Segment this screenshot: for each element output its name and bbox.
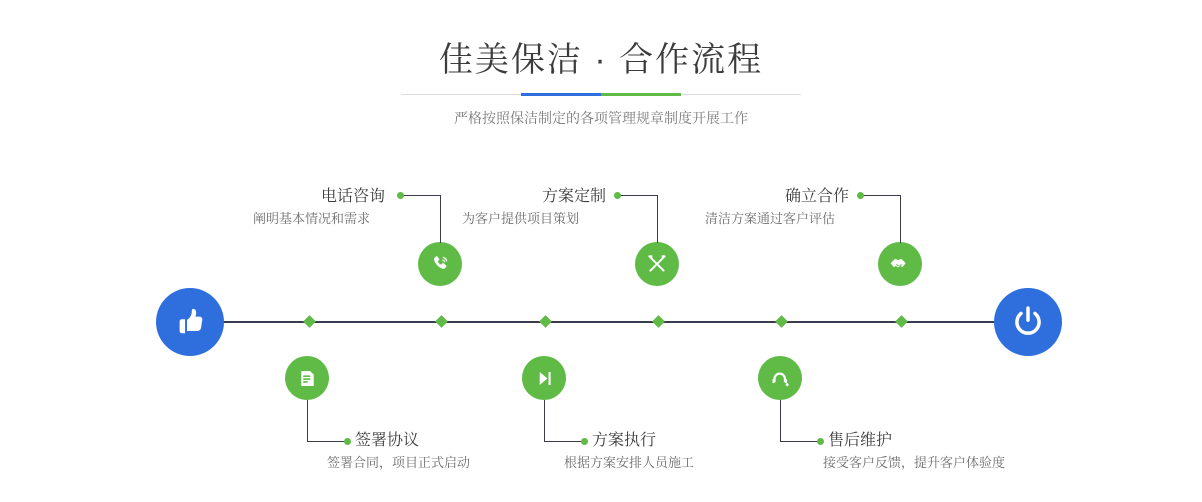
step-title-2: 签署协议 bbox=[355, 432, 420, 449]
step-connector-dot-5 bbox=[857, 192, 864, 199]
timeline-start-badge bbox=[156, 288, 224, 356]
title-divider-accent-green bbox=[601, 93, 681, 96]
title-divider-accent-blue bbox=[521, 93, 601, 96]
step-connector-2-arm bbox=[307, 441, 347, 442]
axis-marker bbox=[652, 315, 665, 328]
step-connector-6 bbox=[780, 400, 781, 442]
step-connector-1-arm bbox=[400, 195, 441, 196]
step-label-5 bbox=[705, 186, 849, 230]
step-connector-3-arm bbox=[617, 195, 658, 196]
step-label-3 bbox=[462, 186, 606, 230]
step-connector-6-arm bbox=[780, 441, 820, 442]
step-title-5: 确立合作 bbox=[785, 188, 850, 205]
timeline-end-badge bbox=[994, 288, 1062, 356]
tools-icon bbox=[645, 252, 669, 276]
play-forward-icon bbox=[533, 367, 556, 390]
step-connector-4-arm bbox=[544, 441, 584, 442]
step-node-6[interactable] bbox=[758, 356, 802, 400]
axis-marker bbox=[539, 315, 552, 328]
page-title: 佳美保洁 · 合作流程 bbox=[438, 41, 764, 79]
step-label-1 bbox=[253, 186, 385, 230]
step-title-1: 电话咨询 bbox=[321, 188, 386, 205]
page-subtitle: 严格按照保洁制定的各项管理规章制度开展工作 bbox=[454, 110, 748, 126]
step-connector-5-arm bbox=[860, 195, 901, 196]
step-desc-2: 签署合同，项目正式启动 bbox=[327, 455, 471, 470]
step-desc-4: 根据方案安排人员施工 bbox=[564, 455, 695, 470]
step-title-3: 方案定制 bbox=[542, 188, 607, 205]
handshake-icon bbox=[888, 252, 912, 276]
step-connector-5 bbox=[900, 195, 901, 243]
step-node-4[interactable] bbox=[522, 356, 566, 400]
step-desc-1: 阐明基本情况和需求 bbox=[253, 211, 371, 226]
power-icon bbox=[1009, 303, 1047, 341]
step-desc-6: 接受客户反馈，提升客户体验度 bbox=[823, 455, 1006, 470]
axis-marker bbox=[435, 315, 448, 328]
step-connector-4 bbox=[544, 400, 545, 442]
step-node-1[interactable] bbox=[418, 242, 462, 286]
step-connector-2 bbox=[307, 400, 308, 442]
step-node-2[interactable] bbox=[285, 356, 329, 400]
step-desc-5: 清洁方案通过客户评估 bbox=[705, 211, 836, 226]
thumbs-up-icon bbox=[172, 304, 208, 340]
step-node-3[interactable] bbox=[635, 242, 679, 286]
step-connector-dot-2 bbox=[344, 438, 351, 445]
step-connector-3 bbox=[657, 195, 658, 243]
step-connector-1 bbox=[440, 195, 441, 243]
step-connector-dot-1 bbox=[397, 192, 404, 199]
axis-marker bbox=[303, 315, 316, 328]
step-node-5[interactable] bbox=[878, 242, 922, 286]
step-connector-dot-4 bbox=[581, 438, 588, 445]
axis-marker bbox=[775, 315, 788, 328]
step-label-4 bbox=[564, 430, 695, 474]
step-title-6: 售后维护 bbox=[828, 432, 893, 449]
step-connector-dot-3 bbox=[614, 192, 621, 199]
step-label-6 bbox=[823, 430, 1006, 474]
phone-call-icon bbox=[428, 252, 452, 276]
axis-marker bbox=[895, 315, 908, 328]
step-title-4: 方案执行 bbox=[592, 432, 657, 449]
document-edit-icon bbox=[296, 367, 319, 390]
step-desc-3: 为客户提供项目策划 bbox=[462, 211, 580, 226]
step-connector-dot-6 bbox=[817, 438, 824, 445]
step-label-2 bbox=[327, 430, 471, 474]
headset-add-icon bbox=[769, 367, 792, 390]
